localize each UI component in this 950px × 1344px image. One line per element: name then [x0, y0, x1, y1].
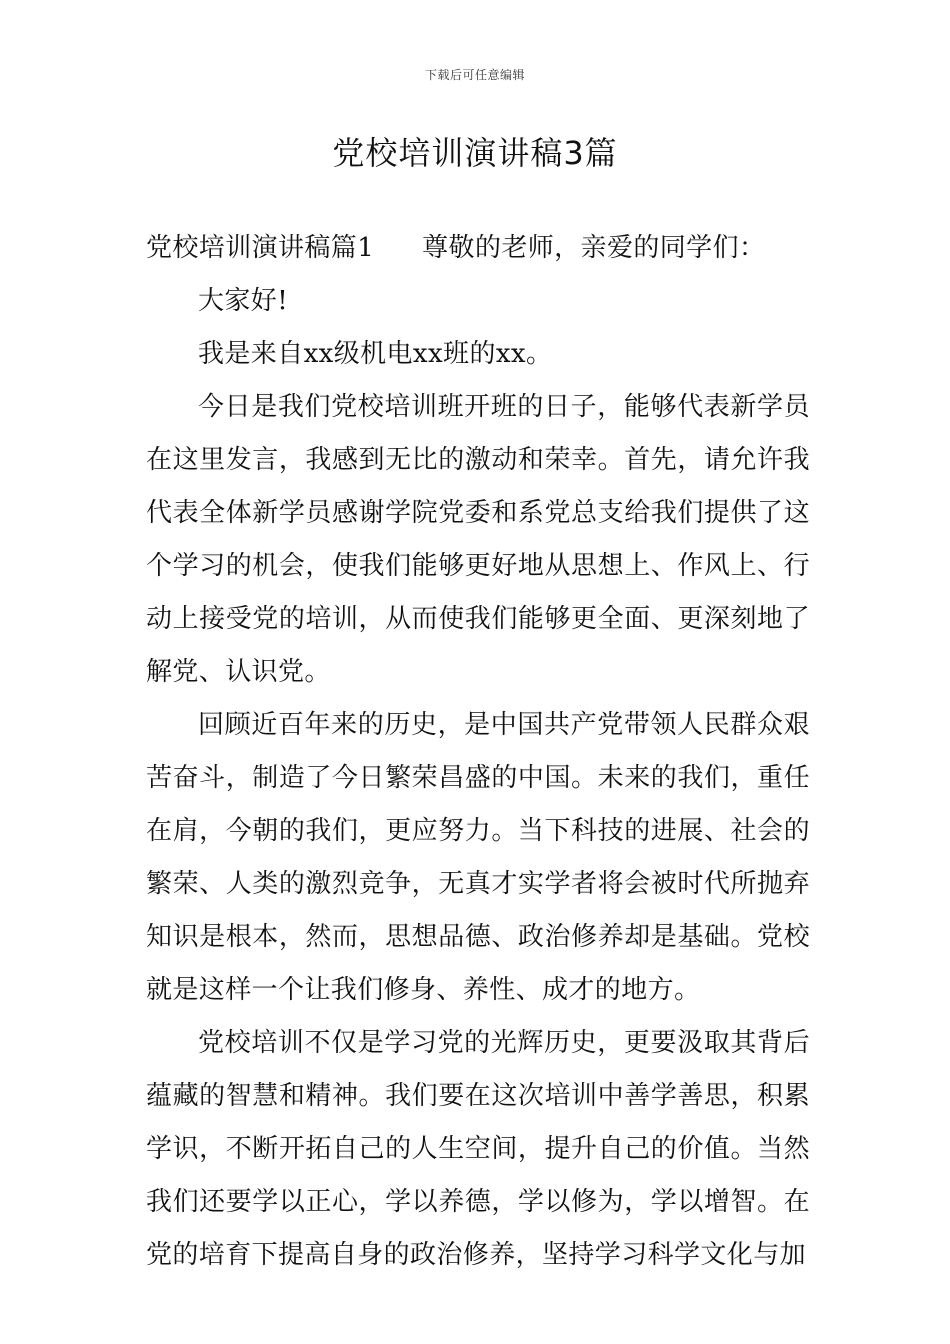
paragraph-greeting: 大家好! [198, 286, 289, 316]
paragraph-history: 回顾近百年来的历史，是中国共产党带领人民群众艰苦奋斗，制造了今日繁荣昌盛的中国。未来的我们，重任在肩，今朝的我们，更应努力。当下科技的进展、社会的繁荣、人类的激烈竞争，无真才实学者将会被时代所抛弃知识是根本，然而，思想品德、政治修养却是基础。党校就是这样一个让我们修身、养性、成才的地方。 [146, 710, 810, 1005]
section-label: 党校培训演讲稿篇1 [146, 233, 375, 263]
paragraph-introduction: 我是来自xx级机电xx班的xx。 [198, 339, 553, 369]
header-note: 下载后可任意编辑 [424, 68, 525, 82]
opening-line [146, 222, 810, 275]
paragraph-training-goals: 党校培训不仅是学习党的光辉历史，更要汲取其背后蕴藏的智慧和精神。我们要在这次培训中善学善思，积累学识，不断开拓自己的人生空间，提升自己的价值。当然我们还要学以正心，学以养德，学以修为，学以增智。在党的培育下提高自身的政治修养，坚持学习科学文化与加 [146, 1028, 810, 1270]
document-body [146, 222, 810, 1282]
paragraph-opening-remarks: 今日是我们党校培训班开班的日子，能够代表新学员在这里发言，我感到无比的激动和荣幸。首先，请允许我代表全体新学员感谢学院党委和系党总支给我们提供了这个学习的机会，使我们能够更好地从思想上、作风上、行动上接受党的培训，从而使我们能够更全面、更深刻地了解党、认识党。 [146, 392, 810, 687]
salutation: 尊敬的老师，亲爱的同学们： [422, 233, 766, 263]
document-title: 党校培训演讲稿3篇 [332, 134, 618, 172]
